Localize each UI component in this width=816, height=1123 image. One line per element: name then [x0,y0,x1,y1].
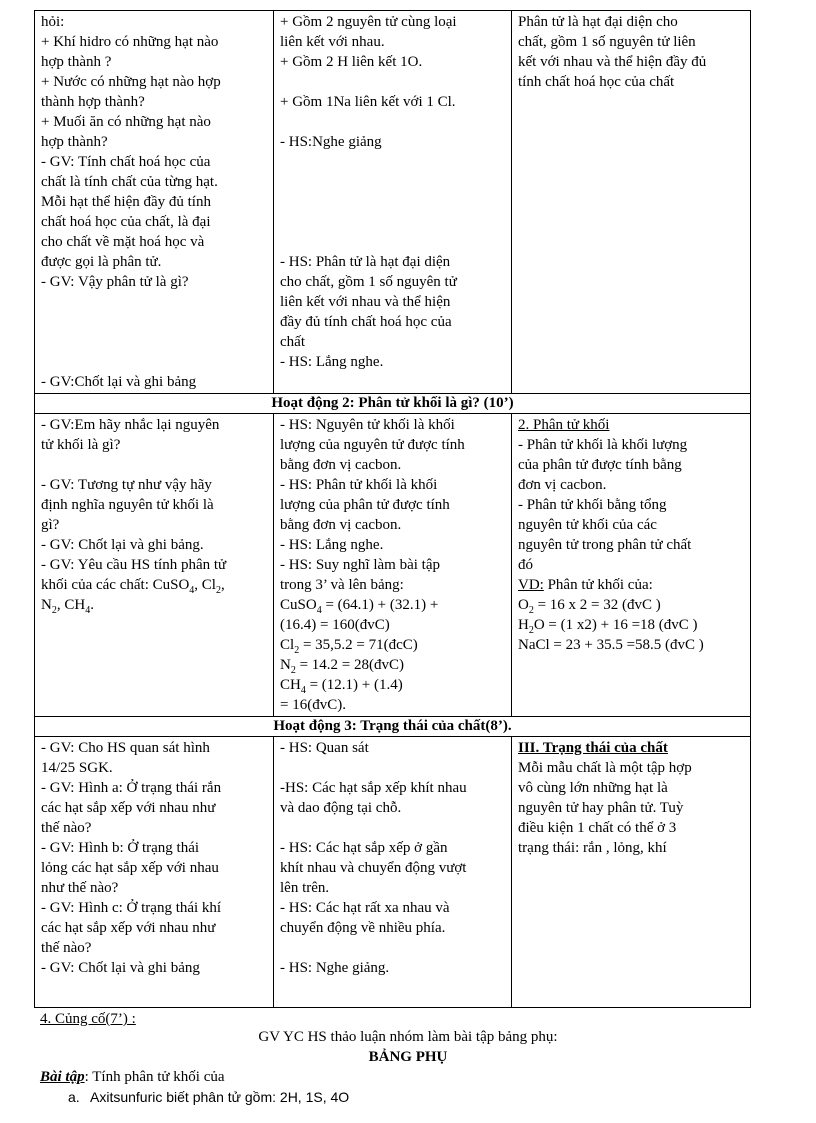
text-line: nguyên tử trong phân tử chất [518,537,692,553]
text-line: lên trên. [280,880,330,896]
text-line: tử khối là gì? [41,437,121,453]
text-line: - HS:Nghe giảng [280,134,382,150]
subscript: 4 [300,685,306,696]
spacer [280,112,506,132]
text-fragment: CuSO [280,597,317,613]
spacer [280,818,506,838]
text-line: lượng của nguyên tử được tính [280,437,465,453]
exercise-label: Bài tập [40,1069,85,1085]
subscript: 2 [215,585,221,596]
text-line: thế nào? [41,940,92,956]
spacer [280,172,506,192]
text-line: - HS: Nguyên tử khối là khối [280,417,455,433]
text-line: - HS: Các hạt rất xa nhau và [280,900,450,916]
text-line: - GV: Hình c: Ở trạng thái khí [41,900,222,916]
text-line: - HS: Nghe giảng. [280,960,390,976]
text-line: - HS: Phân tử là hạt đại diện [280,254,451,270]
text-line: chất, gồm 1 số nguyên tử liên [518,34,696,50]
section-heading: 2. Phân tử khối [518,417,610,433]
spacer [280,938,506,958]
spacer [41,312,268,332]
text-line: - GV:Chốt lại và ghi bảng [41,374,197,390]
text-line: - HS: Lắng nghe. [280,354,384,370]
text-line: thành hợp thành? [41,94,145,110]
subscript: 4 [85,605,91,616]
text-line: - HS: Suy nghĩ làm bài tập [280,557,440,573]
activity-2-header: Hoạt động 2: Phân tử khối là gì? (10’) [35,394,751,414]
text-line: - GV: Tương tự như vậy hãy [41,477,212,493]
text-line: bằng đơn vị cacbon. [280,457,402,473]
text-line: + Khí hidro có những hạt nào [41,34,219,50]
student-activity-cell [274,414,512,717]
text-line: lượng của phân tử được tính [280,497,450,513]
content-cell [512,11,751,394]
text-line: - Phân tử khối là khối lượng [518,437,688,453]
text-line: nguyên tử khối của các [518,517,657,533]
text-line [41,575,268,595]
text-line: như thế nào? [41,880,119,896]
table-row [35,414,751,717]
student-activity-cell [274,11,512,394]
text-fragment: = (64.1) + (32.1) + [321,597,439,613]
spacer [41,292,268,312]
text-fragment: CH [280,677,301,693]
text-fragment: O = (1 x2) + 16 =18 (đvC ) [533,617,698,633]
text-fragment: khối của các chất: CuSO [41,577,190,593]
subscript: 2 [294,645,300,656]
text-line: điều kiện 1 chất có thể ở 3 [518,820,677,836]
text-line: đó [518,557,533,573]
text-line: - GV: Hình a: Ở trạng thái rắn [41,780,222,796]
text-line: Mỗi mẫu chất là một tập hợp [518,760,692,776]
text-line: nguyên tử hay phân tử. Tuỳ [518,800,684,816]
task-instruction: GV YC HS thảo luận nhóm làm bài tập bảng phụ: [258,1029,558,1045]
text-line: của phân tử được tính bằng [518,457,682,473]
subscript: 4 [189,585,195,596]
section-heading: III. Trạng thái của chất [518,740,668,756]
text-line: bằng đơn vị cacbon. [280,517,402,533]
formula-line [280,595,506,615]
text-line: - HS: Quan sát [280,740,369,756]
text-line: tính chất hoá học của chất [518,74,675,90]
text-line: + Gồm 1Na liên kết với 1 Cl. [280,94,456,110]
text-line: - GV: Tính chất hoá học của [41,154,211,170]
text-line: - GV: Chốt lại và ghi bảng [41,960,200,976]
text-line: Phân tử là hạt đại diện cho [518,14,678,30]
text-fragment: , CH [56,597,86,613]
spacer [41,455,268,475]
formula-line [518,615,745,635]
teacher-activity-cell [35,11,274,394]
text-line: - GV: Cho HS quan sát hình [41,740,210,756]
text-line: chất hoá học của chất, là đại [41,214,211,230]
text-line [41,595,268,615]
text-line: - Phân tử khối bằng tổng [518,497,667,513]
text-line: Mỗi hạt thể hiện đầy đủ tính [41,194,211,210]
text-fragment: N [41,597,52,613]
text-line: - HS: Phân tử khối là khối [280,477,438,493]
text-line: khít nhau và chuyển động vượt [280,860,467,876]
text-line: hợp thành? [41,134,108,150]
section-header-row [35,717,751,737]
text-line: định nghĩa nguyên tử khối là [41,497,214,513]
text-fragment: Cl [280,637,295,653]
text-fragment: H [518,617,529,633]
text-line: gì? [41,517,60,533]
example-label: VD: [518,577,544,593]
text-line: chuyển động về nhiều phía. [280,920,446,936]
board-title: BẢNG PHỤ [368,1049,448,1065]
spacer [41,332,268,352]
formula-line: = 16(đvC). [280,697,346,713]
lesson-table [34,10,751,1008]
teacher-activity-cell [35,414,274,717]
text-line: - GV: Hình b: Ở trạng thái [41,840,200,856]
text-fragment: . [90,597,94,613]
text-line: liên kết với nhau và thể hiện [280,294,451,310]
text-line: và dao động tại chỗ. [280,800,402,816]
spacer [280,72,506,92]
text-line: đơn vị cacbon. [518,477,607,493]
text-line: - GV:Em hãy nhắc lại nguyên [41,417,220,433]
text-line: 14/25 SGK. [41,760,113,776]
formula-line [280,675,506,695]
table-row [35,11,751,394]
spacer [280,212,506,232]
text-line: trạng thái: rắn , lỏng, khí [518,840,667,856]
spacer [280,232,506,252]
example-line [518,575,745,595]
subscript: 4 [316,605,322,616]
text-line: + Nước có những hạt nào hợp [41,74,221,90]
exercise-text: : Tính phân tử khối của [84,1069,225,1085]
text-line: - HS: Các hạt sắp xếp ở gần [280,840,448,856]
item-text: Axitsunfuric biết phân tử gồm: 2H, 1S, 4O [90,1089,350,1105]
text-line: kết với nhau và thể hiện đầy đủ [518,54,707,70]
section-header-row [35,394,751,414]
text-fragment: = 16 x 2 = 32 (đvC ) [533,597,661,613]
spacer [280,758,506,778]
text-line: chất là tính chất của từng hạt. [41,174,218,190]
formula-line: NaCl = 23 + 35.5 =58.5 (đvC ) [518,637,704,653]
content-cell [512,737,751,1008]
text-fragment: , Cl [194,577,216,593]
formula-line: (16.4) = 160(đvC) [280,617,390,633]
text-line: + Gồm 2 H liên kết 1O. [280,54,423,70]
text-line: liên kết với nhau. [280,34,385,50]
text-line: được gọi là phân tử. [41,254,162,270]
text-fragment: = (12.1) + (1.4) [305,677,403,693]
text-fragment: Phân tử khối của: [543,577,653,593]
formula-line [518,595,745,615]
subscript: 2 [528,625,534,636]
subscript: 2 [290,665,296,676]
text-line: -HS: Các hạt sắp xếp khít nhau [280,780,467,796]
text-line: các hạt sắp xếp với nhau như [41,920,216,936]
text-line: cho chất về mặt hoá học và [41,234,205,250]
text-line: thế nào? [41,820,92,836]
subscript: 2 [528,605,534,616]
text-line: cho chất, gồm 1 số nguyên tử [280,274,457,290]
text-line: - GV: Chốt lại và ghi bảng. [41,537,204,553]
text-fragment: = 35,5.2 = 71(đcC) [299,637,418,653]
spacer [280,192,506,212]
text-line: hỏi: [41,14,65,30]
subscript: 2 [51,605,57,616]
teacher-activity-cell [35,737,274,1008]
text-line: - HS: Lắng nghe. [280,537,384,553]
spacer [41,352,268,372]
text-fragment: N [280,657,291,673]
item-marker: a. [68,1089,80,1105]
exercise-line [40,1069,225,1086]
text-line: - GV: Vậy phân tử là gì? [41,274,189,290]
text-fragment: O [518,597,529,613]
text-line: + Gồm 2 nguyên tử cùng loại [280,14,457,30]
spacer [280,152,506,172]
text-line: đầy đủ tính chất hoá học của [280,314,452,330]
text-line: trong 3’ và lên bảng: [280,577,404,593]
text-line: hợp thành ? [41,54,112,70]
activity-3-header: Hoạt động 3: Trạng thái của chất(8’). [35,717,751,737]
formula-line [280,655,506,675]
text-fragment: = 14.2 = 28(đvC) [295,657,405,673]
text-line: + Muối ăn có những hạt nào [41,114,211,130]
text-line: các hạt sắp xếp với nhau như [41,800,216,816]
consolidation-heading: 4. Củng cố(7’) : [40,1011,136,1027]
text-line: chất [280,334,305,350]
student-activity-cell [274,737,512,1008]
exercise-item [68,1089,349,1105]
text-line: lỏng các hạt sắp xếp với nhau [41,860,219,876]
text-line: vô cùng lớn những hạt là [518,780,668,796]
formula-line [280,635,506,655]
table-row [35,737,751,1008]
text-line: - GV: Yêu cầu HS tính phân tử [41,557,227,573]
text-fragment: , [220,577,225,593]
content-cell [512,414,751,717]
